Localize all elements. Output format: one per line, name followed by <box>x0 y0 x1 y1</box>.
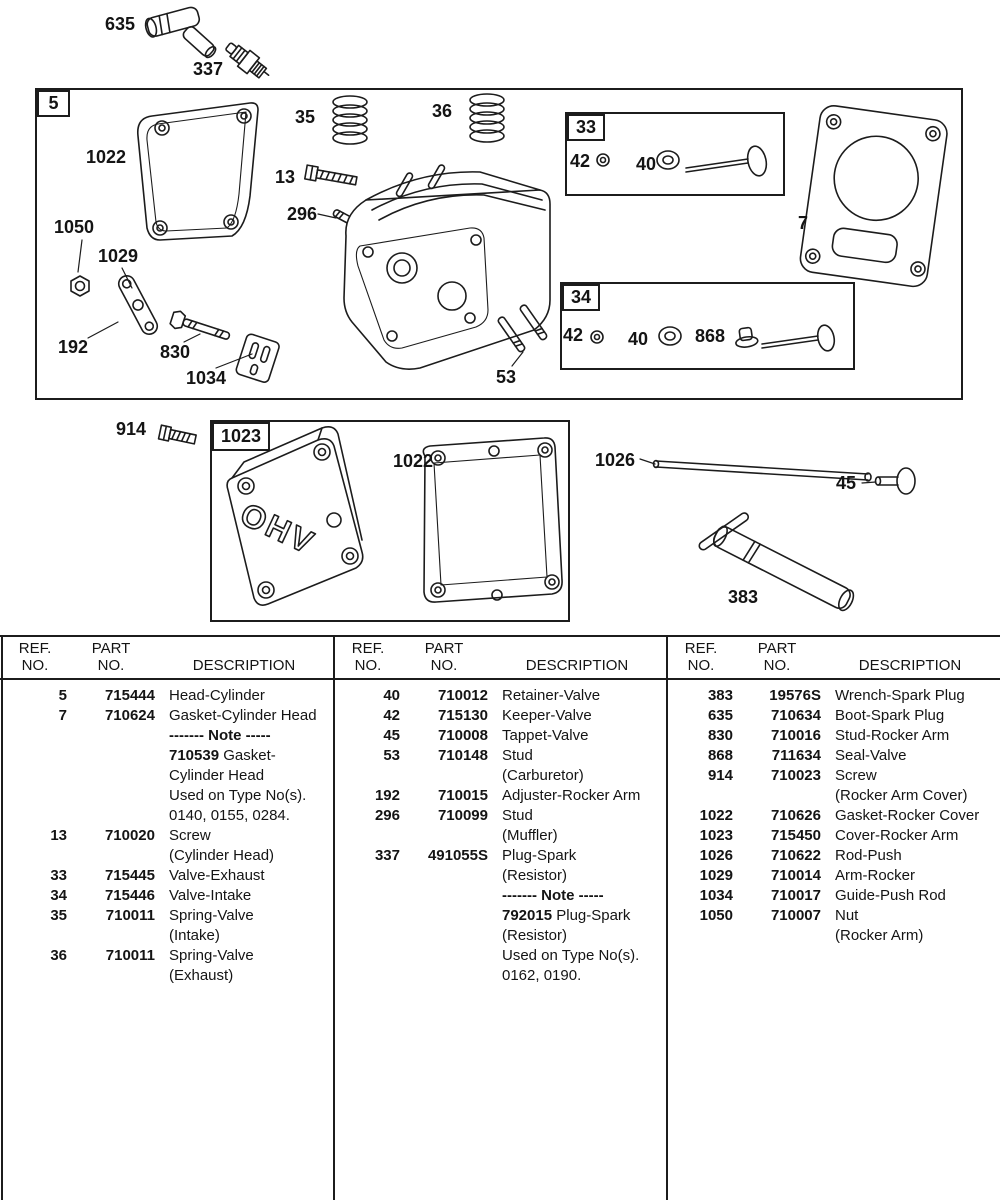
part-row <box>336 846 666 866</box>
description-cell: Stud <box>502 747 533 764</box>
ref-no-cell <box>336 886 400 906</box>
part-row <box>669 906 999 926</box>
description-cell: (Rocker Arm) <box>835 927 924 944</box>
part-no-cell: 715130 <box>437 707 488 724</box>
description-cell: Adjuster-Rocker Arm <box>502 787 641 804</box>
part-no-cell <box>67 966 155 986</box>
description-cell: (Rocker Arm Cover) <box>835 787 968 804</box>
part-no-cell <box>400 946 488 966</box>
part-no-cell <box>400 906 488 926</box>
label-635: 635 <box>105 14 136 34</box>
description-cell: Retainer-Valve <box>502 687 601 704</box>
part-no-cell: 710622 <box>770 847 821 864</box>
callout-34 <box>562 284 600 311</box>
description-cell: Gasket-Cylinder Head <box>169 707 317 724</box>
part-no-cell <box>733 926 821 946</box>
part-row <box>3 826 333 846</box>
table-column-2 <box>336 635 666 986</box>
callout-33 <box>567 114 605 141</box>
column-rows <box>336 686 666 986</box>
label-7: 7 <box>798 213 809 233</box>
description-cell: ------- Note ----- <box>502 887 604 904</box>
part-row <box>336 806 666 826</box>
ref-no-cell <box>336 906 400 926</box>
part-row <box>336 686 666 706</box>
label-192: 192 <box>58 337 89 357</box>
part-no-cell: 710007 <box>770 907 821 924</box>
description-cell: Keeper-Valve <box>502 707 592 724</box>
ref-no-cell <box>3 806 67 826</box>
description-cell: Arm-Rocker <box>835 867 916 884</box>
part-header-line1: PART <box>424 640 464 657</box>
ref-header-line2: NO. <box>354 657 382 674</box>
part-no-cell: 710016 <box>770 727 821 744</box>
part-no-cell: 710020 <box>104 827 155 844</box>
part-no-cell: 715446 <box>104 887 155 904</box>
part-row <box>336 866 666 886</box>
ref-no-cell <box>3 846 67 866</box>
description-cell: Spring-Valve <box>169 947 254 964</box>
table-header <box>3 635 333 674</box>
label-1034: 1034 <box>186 368 227 388</box>
part-row <box>3 926 333 946</box>
callout-33-label: 33 <box>575 117 597 137</box>
description-cell: Screw <box>835 767 877 784</box>
label-1029: 1029 <box>98 246 139 266</box>
part-row <box>3 706 333 726</box>
part-no-cell: 19576S <box>769 687 821 704</box>
ref-no-cell: 53 <box>383 747 400 764</box>
ref-header-line1: REF. <box>684 640 718 657</box>
part-no-cell: 710011 <box>105 947 155 964</box>
ref-no-cell: 13 <box>50 827 67 844</box>
label-830: 830 <box>160 342 191 362</box>
ref-no-header <box>669 640 733 674</box>
ref-no-cell <box>336 866 400 886</box>
part-row <box>669 886 999 906</box>
part-no-header <box>400 640 488 674</box>
ref-no-cell <box>3 926 67 946</box>
part-no-cell <box>67 766 155 786</box>
label-296: 296 <box>287 204 318 224</box>
label-1022-lower: 1022 <box>393 451 434 471</box>
ref-no-cell <box>3 746 67 766</box>
ref-no-cell: 1050 <box>699 907 733 924</box>
ref-no-cell <box>3 786 67 806</box>
ref-no-cell: 7 <box>58 707 67 724</box>
description-cell: Gasket-Rocker Cover <box>835 807 980 824</box>
ref-no-cell: 34 <box>50 887 67 904</box>
ref-no-cell: 1026 <box>699 847 733 864</box>
label-1026: 1026 <box>595 450 636 470</box>
part-no-cell: 710014 <box>770 867 821 884</box>
description-cell: (Cylinder Head) <box>169 847 275 864</box>
description-cell: Used on Type No(s). <box>169 787 307 804</box>
part-row <box>3 966 333 986</box>
ref-no-cell: 1023 <box>699 827 733 844</box>
table-column-1 <box>3 635 333 986</box>
table-header <box>336 635 666 674</box>
spark-plug-drawing <box>222 38 274 85</box>
ref-no-cell: 830 <box>707 727 733 744</box>
cover-screw-drawing <box>159 425 197 446</box>
table-column-3 <box>669 635 999 946</box>
part-no-cell <box>400 866 488 886</box>
part-no-cell <box>400 886 488 906</box>
ref-header-line1: REF. <box>18 640 52 657</box>
callout-1023 <box>212 422 270 451</box>
description-cell: (Carburetor) <box>502 767 584 784</box>
part-no-cell: 715450 <box>770 827 821 844</box>
ref-no-cell <box>336 766 400 786</box>
part-no-cell: 710023 <box>770 767 821 784</box>
ref-header-line2: NO. <box>687 657 715 674</box>
part-header-line1: PART <box>757 640 797 657</box>
label-42-exhaust: 42 <box>570 151 591 171</box>
description-header: DESCRIPTION <box>525 657 629 674</box>
part-no-cell <box>67 726 155 746</box>
column-rows <box>3 686 333 986</box>
part-no-cell: 710624 <box>104 707 155 724</box>
part-row <box>3 886 333 906</box>
part-row <box>336 966 666 986</box>
ref-no-cell: 296 <box>374 807 400 824</box>
part-row <box>3 946 333 966</box>
label-53: 53 <box>496 367 517 387</box>
ref-no-cell <box>336 966 400 986</box>
part-row <box>336 726 666 746</box>
ref-no-cell: 40 <box>383 687 400 704</box>
ref-no-cell: 192 <box>374 787 400 804</box>
ref-no-cell: 635 <box>707 707 733 724</box>
part-no-cell: 710008 <box>437 727 488 744</box>
ref-header-line2: NO. <box>21 657 49 674</box>
part-row <box>336 786 666 806</box>
part-header-line1: PART <box>91 640 131 657</box>
description-cell: Cylinder Head <box>169 767 265 784</box>
description-cell: (Intake) <box>169 927 220 944</box>
label-45: 45 <box>836 473 857 493</box>
ref-no-cell: 868 <box>707 747 733 764</box>
part-no-cell: 710012 <box>437 687 488 704</box>
part-row <box>3 746 333 766</box>
description-cell: Seal-Valve <box>835 747 907 764</box>
part-no-cell: 710015 <box>437 787 488 804</box>
ref-no-cell: 1034 <box>699 887 733 904</box>
ref-no-cell: 383 <box>707 687 733 704</box>
ref-no-cell <box>3 966 67 986</box>
part-row <box>669 726 999 746</box>
description-cell: Head-Cylinder <box>169 687 265 704</box>
part-row <box>669 846 999 866</box>
part-no-cell: 710148 <box>437 747 488 764</box>
ref-no-cell <box>669 926 733 946</box>
part-row <box>336 826 666 846</box>
part-header-line2: NO. <box>430 657 458 674</box>
ref-no-header <box>336 640 400 674</box>
part-no-cell: 710626 <box>770 807 821 824</box>
description-cell: Valve-Intake <box>169 887 252 904</box>
ref-no-header <box>3 640 67 674</box>
ref-no-cell: 1022 <box>699 807 733 824</box>
parts-table-section <box>0 635 1000 1200</box>
label-40-exhaust: 40 <box>636 154 657 174</box>
ref-no-cell <box>336 926 400 946</box>
callout-5-label: 5 <box>48 93 59 113</box>
label-914: 914 <box>116 419 147 439</box>
ref-no-cell: 35 <box>50 907 67 924</box>
part-header-line2: NO. <box>97 657 125 674</box>
label-383: 383 <box>728 587 759 607</box>
description-cell: Boot-Spark Plug <box>835 707 945 724</box>
ohv-embossed-text: OHV <box>235 495 322 562</box>
description-cell: Spring-Valve <box>169 907 254 924</box>
part-no-header <box>67 640 155 674</box>
description-cell: 0140, 0155, 0284. <box>169 807 290 824</box>
part-no-cell <box>400 926 488 946</box>
description-header: DESCRIPTION <box>192 657 296 674</box>
ref-header-line1: REF. <box>351 640 385 657</box>
label-35: 35 <box>295 107 316 127</box>
description-header: DESCRIPTION <box>858 657 962 674</box>
ref-no-cell: 5 <box>58 687 67 704</box>
part-no-cell <box>400 826 488 846</box>
part-no-cell: 715444 <box>104 687 155 704</box>
part-no-cell: 710017 <box>770 887 821 904</box>
part-row <box>336 706 666 726</box>
part-no-cell <box>67 746 155 766</box>
part-no-cell <box>67 786 155 806</box>
description-cell: ------- Note ----- <box>169 727 271 744</box>
description-cell: (Exhaust) <box>169 967 234 984</box>
part-no-cell: 710099 <box>437 807 488 824</box>
part-no-cell <box>67 806 155 826</box>
part-no-cell <box>67 846 155 866</box>
callout-34-label: 34 <box>570 287 592 307</box>
column-divider-1 <box>333 635 335 1200</box>
description-cell: (Resistor) <box>502 927 568 944</box>
part-no-header <box>733 640 821 674</box>
part-no-cell: 710011 <box>105 907 155 924</box>
ref-no-cell: 36 <box>50 947 67 964</box>
description-cell: (Resistor) <box>502 867 568 884</box>
description-cell: Valve-Exhaust <box>169 867 265 884</box>
ref-no-cell: 42 <box>383 707 400 724</box>
part-no-cell: 715445 <box>104 867 155 884</box>
part-row <box>336 746 666 766</box>
part-row <box>336 906 666 926</box>
part-row <box>669 766 999 786</box>
description-cell: Cover-Rocker Arm <box>835 827 959 844</box>
label-36: 36 <box>432 101 453 121</box>
label-1022-upper: 1022 <box>86 147 127 167</box>
part-no-cell: 710634 <box>770 707 821 724</box>
part-row <box>336 926 666 946</box>
description-cell: Guide-Push Rod <box>835 887 946 904</box>
ref-no-cell: 1029 <box>699 867 733 884</box>
part-no-cell: 711634 <box>771 747 821 764</box>
description-cell: Screw <box>169 827 211 844</box>
column-divider-2 <box>666 635 668 1200</box>
part-row <box>3 726 333 746</box>
part-row <box>3 786 333 806</box>
part-row <box>336 946 666 966</box>
ref-no-cell: 45 <box>383 727 400 744</box>
label-13: 13 <box>275 167 296 187</box>
description-cell: 0162, 0190. <box>502 967 582 984</box>
part-no-cell <box>400 766 488 786</box>
part-row <box>3 686 333 706</box>
tappet-drawing <box>876 468 916 494</box>
description-cell: Tappet-Valve <box>502 727 589 744</box>
callout-1023-label: 1023 <box>220 426 262 446</box>
part-row <box>669 746 999 766</box>
part-row <box>669 806 999 826</box>
description-cell: (Muffler) <box>502 827 558 844</box>
part-row <box>669 686 999 706</box>
callout-5 <box>37 90 70 117</box>
part-row <box>336 886 666 906</box>
part-row <box>3 766 333 786</box>
ref-no-cell: 337 <box>374 847 400 864</box>
part-no-cell <box>67 926 155 946</box>
description-cell: Stud-Rocker Arm <box>835 727 950 744</box>
part-no-cell <box>733 786 821 806</box>
ref-no-cell: 33 <box>50 867 67 884</box>
part-row <box>669 826 999 846</box>
label-42-intake: 42 <box>563 325 584 345</box>
part-row <box>3 866 333 886</box>
part-row <box>669 926 999 946</box>
ref-no-cell: 914 <box>707 767 733 784</box>
label-1050: 1050 <box>54 217 95 237</box>
column-rows <box>669 686 999 946</box>
ref-no-cell <box>669 786 733 806</box>
label-868: 868 <box>695 326 726 346</box>
description-cell: Used on Type No(s). <box>502 947 640 964</box>
description-cell: 792015 Plug-Spark <box>502 907 631 924</box>
description-cell: Plug-Spark <box>502 847 577 864</box>
part-row <box>669 706 999 726</box>
part-no-cell: 491055S <box>427 847 488 864</box>
part-row <box>3 846 333 866</box>
part-row <box>669 866 999 886</box>
ref-no-cell <box>3 766 67 786</box>
ref-no-cell <box>336 946 400 966</box>
part-row <box>669 786 999 806</box>
part-no-cell <box>400 966 488 986</box>
label-40-intake: 40 <box>628 329 649 349</box>
part-row <box>3 806 333 826</box>
part-row <box>3 906 333 926</box>
description-cell: Nut <box>835 907 859 924</box>
ref-no-cell <box>336 826 400 846</box>
part-row <box>336 766 666 786</box>
label-337: 337 <box>193 59 224 79</box>
description-cell: 710539 Gasket- <box>169 747 276 764</box>
description-cell: Rod-Push <box>835 847 902 864</box>
spark-plug-wrench-drawing <box>698 511 857 612</box>
ref-no-cell <box>3 726 67 746</box>
description-cell: Stud <box>502 807 533 824</box>
table-header <box>669 635 999 674</box>
description-cell: Wrench-Spark Plug <box>835 687 965 704</box>
spark-plug-boot-drawing <box>144 6 218 60</box>
part-header-line2: NO. <box>763 657 791 674</box>
